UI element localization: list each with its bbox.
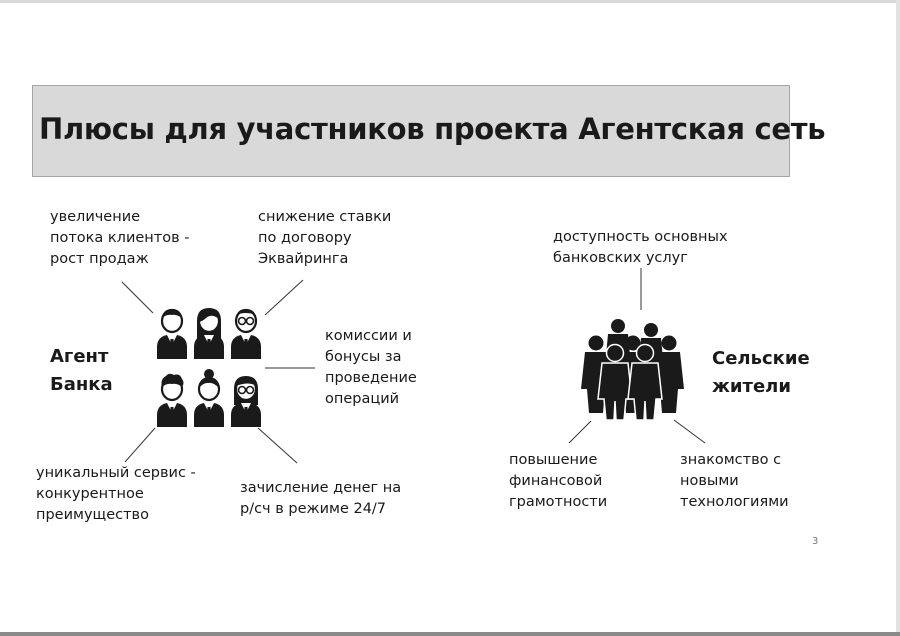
note-acquiring-rate: снижение ставки по договору Эквайринга <box>258 209 392 267</box>
page-title: Плюсы для участников проекта Агентская сеть <box>39 112 826 146</box>
line-to-acquiring-rate <box>265 280 303 315</box>
note-commissions: комиссии и бонусы за проведение операций <box>325 328 417 407</box>
people-crowd-icon <box>581 319 684 420</box>
left-connector-lines <box>122 280 315 463</box>
page-number: 3 <box>812 536 819 547</box>
businesswoman-icon <box>194 308 224 359</box>
note-client-flow: увеличение потока клиентов - рост продаж <box>50 209 190 267</box>
rural-residents-heading: Сельские жители <box>712 348 810 397</box>
line-to-financial-literacy <box>569 421 591 443</box>
line-to-client-flow <box>122 282 153 313</box>
note-unique-service: уникальный сервис - конкурентное преимущество <box>36 465 196 523</box>
businessman-icon <box>157 309 187 359</box>
note-new-technologies: знакомство с новыми технологиями <box>680 452 789 510</box>
line-to-unique-service <box>125 428 155 462</box>
note-bank-services: доступность основных банковских услуг <box>553 229 728 266</box>
line-to-new-technologies <box>674 420 705 443</box>
glasses-woman-icon <box>231 376 261 427</box>
agent-bank-heading: Агент Банка <box>50 346 113 395</box>
note-financial-literacy: повышение финансовой грамотности <box>509 452 608 510</box>
note-money-transfer: зачисление денег на р/сч в режиме 24/7 <box>240 480 402 517</box>
line-to-money-transfer <box>258 428 297 463</box>
curly-hair-man-icon <box>157 374 187 427</box>
glasses-man-icon <box>231 309 261 359</box>
bun-hair-woman-icon <box>194 369 224 427</box>
